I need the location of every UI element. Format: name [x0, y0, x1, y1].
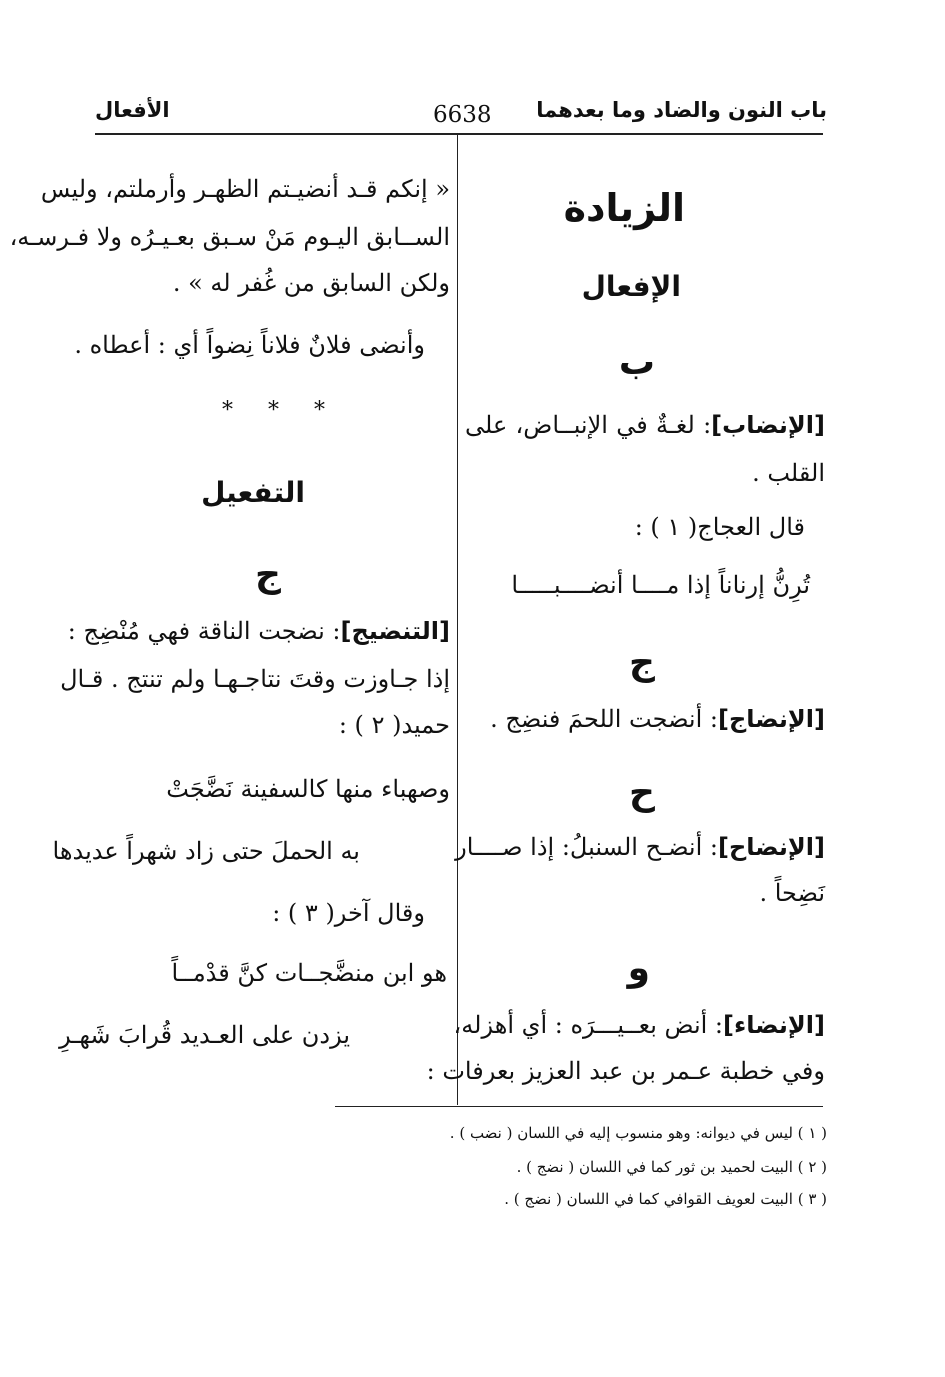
entry-inaj — [490, 704, 825, 734]
entry-term: [التنضيج] — [340, 617, 450, 645]
verse-other-first: هو ابن منضَّجــات كنَّ قدْمــاً — [171, 959, 447, 987]
quote-line-2: الســابق اليـوم مَنْ سـبق بعـيـرُه ولا فـرسـه، — [9, 223, 450, 251]
entry-term: [الإنضاج] — [717, 705, 825, 733]
subsection-title-ifal: الإفعال — [581, 270, 681, 303]
verse-humaid-second: به الحملَ حتى زاد شهراً عديدها — [52, 837, 360, 865]
running-head-right: باب النون والضاد وما بعدهما — [536, 98, 827, 122]
footnote-1: ( ١ ) ليس في ديوانه: وهو منسوب إليه في اللسان ( نضب ) . — [449, 1124, 827, 1142]
section-separator-stars: * * * — [222, 398, 339, 423]
poet-intro-other: وقال آخر( ٣ ) : — [272, 899, 425, 927]
letter-heading-waw: و — [627, 948, 650, 989]
entry-inah-line2: نَضِحاً . — [759, 879, 825, 907]
verse-other-second: يزدن على العـديد قُرابَ شَهـرِ — [59, 1021, 350, 1049]
section-title: الزيادة — [563, 186, 685, 230]
entry-text: : لغـةٌ في الإنبــاض، على — [465, 411, 712, 439]
entry-text: : نضجت الناقة فهي مُنْضِج : — [67, 617, 341, 645]
quote-line-3: ولكن السابق من غُفر له » . — [172, 269, 450, 297]
entry-term: [الإنضاء] — [723, 1011, 825, 1039]
entry-inda-line2: وفي خطبة عـمر بن عبد العزيز بعرفات : — [426, 1057, 825, 1085]
entry-inda-line1 — [453, 1010, 825, 1040]
letter-heading-ha: ح — [629, 772, 655, 813]
anda-line: وأنضى فلانٌ فلاناً نِضواً أي : أعطاه . — [74, 331, 425, 359]
entry-inah-line1 — [455, 832, 825, 862]
subsection-title-tafil: التفعيل — [201, 476, 305, 509]
entry-term: [الإنضاح] — [717, 833, 825, 861]
entry-text: : أنض بعــيـــرَه : أي أهزله، — [453, 1011, 724, 1039]
page-number: 6638 — [433, 102, 492, 128]
letter-heading-jim: ج — [629, 642, 655, 683]
entry-tandij-line1 — [68, 616, 450, 646]
letter-heading-jim-2: ج — [255, 554, 281, 595]
entry-text: : أنضجت اللحمَ فنضِج . — [490, 705, 718, 733]
entry-tandij-line2: إذا جـاوزت وقتَ نتاجـهـا ولم تنتج . قـال — [60, 665, 450, 693]
entry-term: [الإنضاب] — [711, 411, 825, 439]
running-head-left: الأفعال — [95, 98, 170, 122]
verse-ajjaj: تُرِنُّ إرناناً إذا مــــا أنضــــبـــــا — [511, 571, 810, 599]
verse-humaid-first: وصهباء منها كالسفينة نَضَّجَتْ — [166, 775, 450, 803]
letter-heading-ba: ب — [618, 342, 655, 383]
poet-intro-ajjaj: قال العجاج( ١ ) : — [634, 513, 805, 541]
footnote-2: ( ٢ ) البيت لحميد بن ثور كما في اللسان ( نضج ) . — [516, 1158, 827, 1176]
entry-inbab-line2: القلب . — [752, 459, 825, 487]
footnote-3: ( ٣ ) البيت لعويف القوافي كما في اللسان ( نضج ) . — [504, 1190, 827, 1208]
quote-line-1: « إنكم قـد أنضيـتم الظهـر وأرملتم، وليس — [40, 175, 450, 203]
column-divider — [457, 135, 458, 1105]
footnote-rule — [335, 1106, 823, 1107]
entry-tandij-line3: حميد( ٢ ) : — [338, 711, 450, 739]
entry-inbab-line1 — [465, 410, 825, 440]
entry-text: : أنضـح السنبلُ: إذا صــــار — [455, 833, 718, 861]
header-rule — [95, 133, 823, 135]
